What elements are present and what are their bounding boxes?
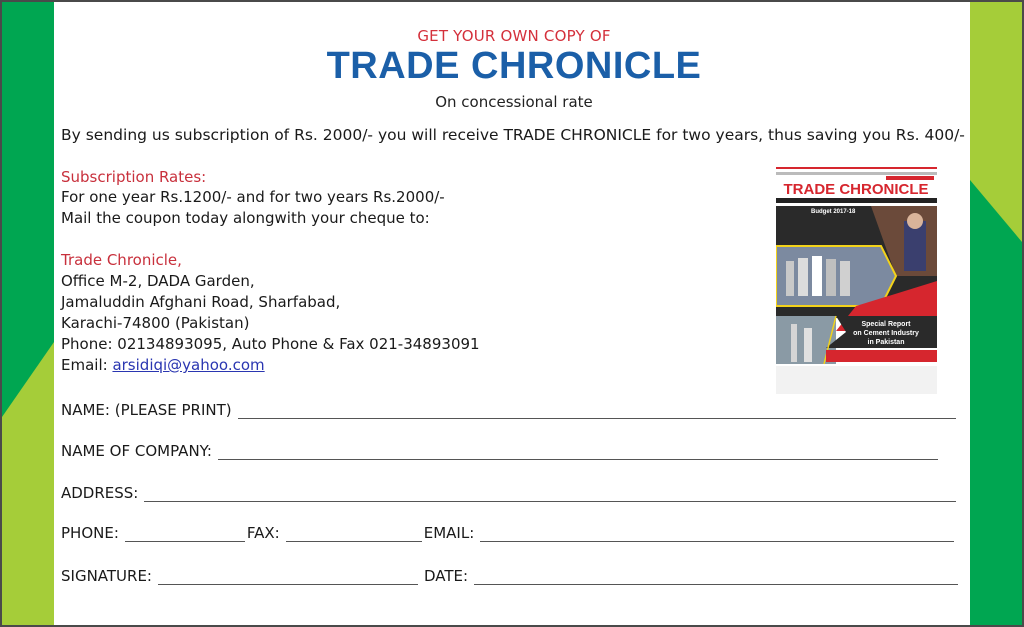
phone-fax-line: Phone: 02134893095, Auto Phone & Fax 021-34893091 — [61, 335, 480, 353]
address-line-3: Karachi-74800 (Pakistan) — [61, 314, 250, 332]
address-input-line[interactable] — [144, 487, 956, 502]
svg-text:TRADE CHRONICLE: TRADE CHRONICLE — [783, 181, 929, 198]
address-label: Trade Chronicle, — [61, 251, 182, 269]
company-input-line[interactable] — [218, 445, 938, 460]
company-row — [61, 438, 938, 460]
kicker-text: GET YOUR OWN COPY OF — [417, 27, 611, 45]
svg-text:on Cement Industry: on Cement Industry — [853, 330, 919, 337]
address-row — [61, 480, 956, 502]
fax-label: FAX: — [246, 524, 280, 542]
phone-fax-email-row — [61, 520, 954, 542]
signature-label: SIGNATURE: — [61, 567, 152, 585]
page-title: TRADE CHRONICLE — [326, 45, 702, 87]
address-field-label: ADDRESS: — [61, 484, 139, 502]
svg-text:in Pakistan: in Pakistan — [867, 339, 905, 346]
subtitle: On concessional rate — [435, 93, 593, 111]
svg-text:Budget 2017-18: Budget 2017-18 — [811, 209, 856, 215]
name-row — [61, 397, 956, 419]
name-label: NAME: (PLEASE PRINT) — [61, 401, 232, 419]
email-field-label: EMAIL: — [423, 524, 475, 542]
phone-label: PHONE: — [61, 524, 119, 542]
email-input-line[interactable] — [480, 527, 954, 542]
signature-input-line[interactable] — [158, 570, 418, 585]
signature-date-row — [61, 563, 958, 585]
rates-line-2: Mail the coupon today alongwith your cheque to: — [61, 209, 430, 227]
email-line — [61, 356, 265, 374]
email-link[interactable]: arsidiqi@yahoo.com — [112, 356, 265, 374]
date-label: DATE: — [423, 567, 469, 585]
phone-input-line[interactable] — [125, 527, 245, 542]
fax-input-line[interactable] — [286, 527, 422, 542]
company-label: NAME OF COMPANY: — [61, 442, 212, 460]
svg-text:Special Report: Special Report — [861, 321, 911, 328]
date-input-line[interactable] — [474, 570, 958, 585]
subscription-rates-label: Subscription Rates: — [61, 168, 207, 186]
email-label: Email: — [61, 356, 113, 374]
rates-line-1: For one year Rs.1200/- and for two years Rs.2000/- — [61, 188, 445, 206]
intro-text: By sending us subscription of Rs. 2000/- you will receive TRADE CHRONICLE for two years, thus saving you Rs. 400/- — [61, 126, 965, 144]
address-line-1: Office M-2, DADA Garden, — [61, 272, 255, 290]
name-input-line[interactable] — [238, 404, 956, 419]
address-line-2: Jamaluddin Afghani Road, Sharfabad, — [61, 293, 341, 311]
magazine-cover-image — [776, 166, 937, 394]
